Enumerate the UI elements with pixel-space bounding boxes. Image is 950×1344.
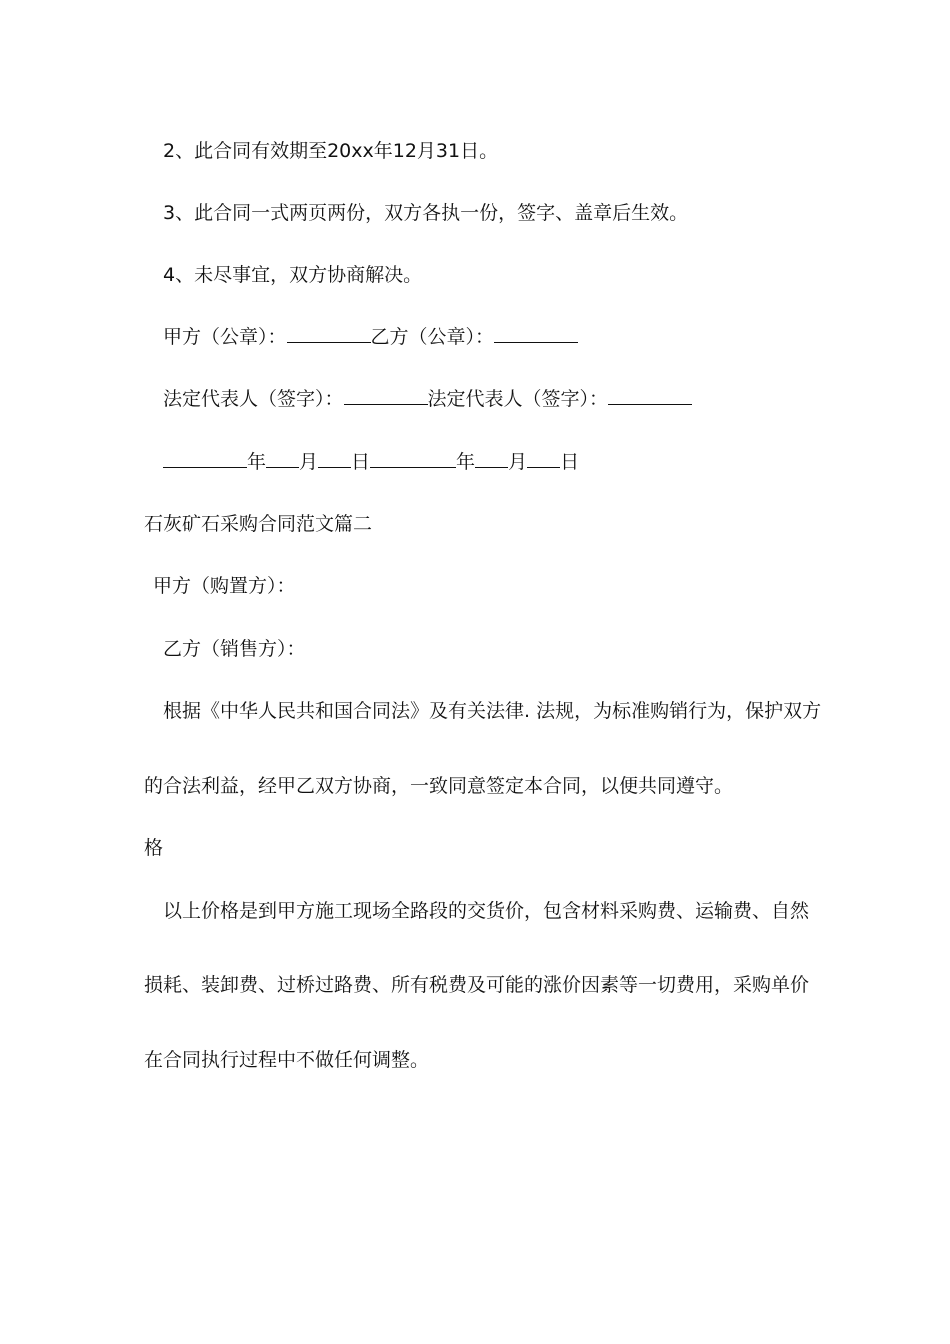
party-b-seal-blank <box>494 326 578 343</box>
year-a-blank <box>163 451 247 468</box>
price-line-3: 在合同执行过程中不做任何调整。 <box>144 1049 430 1071</box>
month-a-label: 月 <box>299 451 319 473</box>
intro-line-1: 根据《中华人民共和国合同法》及有关法律. 法规，为标准购销行为，保护双方 <box>163 700 822 722</box>
day-b-blank <box>527 451 560 468</box>
rep-a-label: 法定代表人（签字）： <box>163 388 344 410</box>
month-b-label: 月 <box>508 451 528 473</box>
intro-line-2: 的合法利益，经甲乙双方协商，一致同意签定本合同，以便共同遵守。 <box>144 775 734 797</box>
price-line-2: 损耗、装卸费、过桥过路费、所有税费及可能的涨价因素等一切费用，采购单价 <box>144 974 810 996</box>
party-seal-row <box>163 324 578 350</box>
buyer-label: 甲方（购置方）： <box>153 575 296 597</box>
representative-row <box>163 386 692 412</box>
year-b-blank <box>370 451 456 468</box>
price-line-1: 以上价格是到甲方施工现场全路段的交货价，包含材料采购费、运输费、自然 <box>163 900 810 922</box>
day-b-label: 日 <box>560 451 580 473</box>
year-a-label: 年 <box>247 451 267 473</box>
section-title: 石灰矿石采购合同范文篇二 <box>144 513 373 535</box>
day-a-blank <box>318 451 351 468</box>
clause-4: 4、未尽事宜，双方协商解决。 <box>163 264 423 286</box>
rep-b-label: 法定代表人（签字）： <box>427 388 609 410</box>
clause-2: 2、此合同有效期至20xx年12月31日。 <box>163 140 499 162</box>
party-a-seal-label: 甲方（公章）： <box>163 326 287 348</box>
year-b-label: 年 <box>456 451 476 473</box>
day-a-label: 日 <box>351 451 371 473</box>
rep-a-blank <box>344 388 428 405</box>
seller-label: 乙方（销售方）： <box>163 638 306 660</box>
rep-b-blank <box>608 388 692 405</box>
price-heading: 格 <box>144 837 164 859</box>
month-b-blank <box>475 451 508 468</box>
party-b-seal-label: 乙方（公章）： <box>370 326 495 348</box>
clause-3: 3、此合同一式两页两份，双方各执一份，签字、盖章后生效。 <box>163 202 689 224</box>
party-a-seal-blank <box>287 326 371 343</box>
month-a-blank <box>266 451 299 468</box>
date-row <box>163 449 579 475</box>
